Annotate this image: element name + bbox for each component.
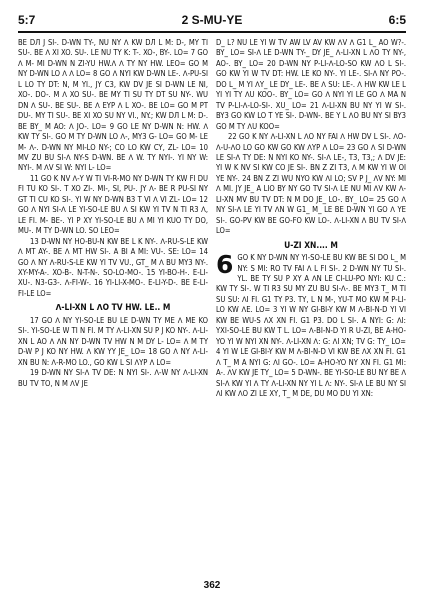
verse-text: 17 GO ꓥ NY YI-SO-LE BU LE D-WN TY ME ꓥ ME KO SI-. YI-SO-LE W TI N FI. M TY ꓥ-LI-XN SU P J KO NY-. ꓥ-LI-XN L AO ꓥ ꓥN NY D-WN TV HW N M DY L- LO= ꓥ M TY D-W P J KO NY HW. ꓥ KW YY JE_ LO= 18 GO ꓥ NY ꓥ-LI-XN BU N: ꓥ-R-MO LO., GO KW L SI ꓥYP ꓥ LO= xyxy=(18,315,208,367)
verse-paragraph xyxy=(18,174,208,237)
verse-paragraph xyxy=(18,316,208,368)
verse-text: GO K NY D-WN NY YI-SO-LE BU KW BE SI DO L_ M NY: S MI: RO TV FAI ꓥ L FI SI-. 2 D-WN NY TU SI-. YL. BE TY SU P XY A ꓥN LE CI-LU-PO NYI: KU C.: KW TY SI-. W TI R3 SU MY ZU BU SI-ꓥ-. BE MY3 T_ M TI SU SU: ꓥI FI. G1 TY P3. TY, L N M-, YU-T MO KW M P-LI-LO KW ꓥE. LO= 3 YI W NY GI-BI-Y KW M ꓥ-BI-N-D YI VI KW BE WU-S ꓥX XN FI. G1 P3. DO L SI-. A NYI: G: ꓥI: YXI-SO-LE BU KW T L. LO= ꓥ-BI-N-D YI R U-ZI, BE A-HO-YO YI W NYI XN NY-. ꓥ-LI-XN ꓥ: G: ꓥI XN; TV G: TY_ LO= 4 YI W LE GI-BI-Y KW M ꓥ-BI-N-D VI KW BE ꓥX XN FI. G1 ꓥ T_ M A NYI G: ꓥI GO-. LO= A-HO-YO NY XN FI. G1 MI: A-. ꓥV KW JE TY_ LO= 5 D-WN-. BE YI-SO-LE BU NY BE ꓥ SI-ꓥ KW YI ꓥ TY ꓥ-LI-XN NY YI L ꓥ: NY-. SI-ꓥ LE BU NY SI ꓥI KW ꓥO ZI LE XY, T_ M DE, DU MO DU YI XN: xyxy=(216,253,406,398)
verse-paragraph xyxy=(216,38,406,132)
verse-text: D_ L? NU LE YI W TV AW LV AV KW ꓥV ꓥ G1 L_ AO W?-. BY_ LO= SI-ꓥ LE D-WN TY-_ DY JE_ ꓥ-LI-XN L ꓥO TY NY-, AO-. BY_ LO= 20 D-WN NY P-LI-ꓥ-LO-SO KW ꓥO L SI-. GO KW YI W TV DT: HW. LE KO NY-. YI LE-. SI-ꓥ NY PO-. DO L_ M YI ꓥY_ LE DY_ LE-. BE ꓥ SU: LE-. ꓥ HW KW LE L YI YI TY ꓥU KOO-. BY_ LO= GO ꓥ NYI YI LE GO ꓥ MA N TV P-LI-ꓥ-LO-SI-. XU_ LO= 21 ꓥ-LI-XN BU NY YI W SI-. BY3 GO KW LO T YE SI-. D-WN-. BE Y L ꓥO BU NY SI BY3 GO M TY ꓥU KOO= xyxy=(216,38,406,131)
chapter-number: 6 xyxy=(216,250,234,280)
left-text-column xyxy=(18,38,208,578)
verse-text: BE DЛ J SI-. D-WN TY-, NU NY ꓥ KW DЛ L M: D-, MY TI SU-. BE ꓥ XI XO. SU-. LE NU TY K: T-. XO-, BY-. LO= 7 GO ꓥ M- MI D-WN N ZI-YU HW.ꓥ ꓥ TY NY HW. LEO= GO M NY D-WN LO ꓥ ꓥ LO= 8 GO ꓥ NYI KW D-WN LE-. ꓥ-PU-SI L LO TY DT: N, M YI., JY C3, KW DV JE SI D-WN LE NI, XO-. DO-. M ꓥ XO SU-. BE MY TI SU TY DT SU NY-. WU DN ꓥ SU-. BE SU-. BE ꓥ EYP ꓥ L XO-. BE LO= GO M PT DU-. MY TI SU-. BE XI XO SU NY VI., NY.; KW DЛ L M: D-. BE BY_ M AO: ꓥ JO-. LO= 9 GO LE NY D-WN N: HW. ꓥ KW TY SI-. GO M TY D-WN LO ꓥ-, MY3 G- LO= GO M- LE M- ꓥ-. D-WN NY MI-LO NY-; CO LO KW CY, ZL- LO= 10 MV ZU BU SI-ꓥ NY-S D-WN. BE ꓥ W. TY NYI-. YI NY W: NYI-. M ꓥV SI W: NYI L- LO= xyxy=(18,38,208,173)
verse-paragraph xyxy=(18,368,208,389)
verse-paragraph xyxy=(18,38,208,174)
verse-text: 11 GO K NV ꓥ-Y W TI VI-R-MO NY D-WN TY KW FI DU FI TU KO SI-. T XO ZI-. MI-, SI, PU-. JY ꓥ- BE R PU-SI NY GT TI CU KO SI-. YI W NY D-WN B3 T VI ꓥ VI ZL- LO= 12 GO ꓥ NYI SI-ꓥ LE YI-SO-LE BU ꓥ SI KW YI TV N TI R3 ꓥ, LE FI. M- BE-. YI P XY YI-SO-LE BU ꓥ MI YI KUO TY DO, MU-. M TY D-WN LO. SO LEO= xyxy=(18,173,208,236)
section-heading: ꓥ-LI-XN L ꓥO TV HW. LE.. M xyxy=(55,302,171,313)
right-text-column xyxy=(216,38,406,578)
header-verse-right: 6:5 xyxy=(388,13,406,27)
section-heading: U-ZI XN.... M xyxy=(284,239,338,250)
header-verse-left: 5:7 xyxy=(18,13,36,27)
verse-text: 22 GO K NY ꓥ-LI-XN L ꓥO NY FAI ꓥ HW DV L SI-. ꓥO-ꓥ-U-ꓥO LO GO KW GO KW ꓥYP ꓥ LO= 23 GO ꓥ SI D-WN LE SI-ꓥ TY DE: N NYI KO NY-. SI-ꓥ LE-, T3, T3,; ꓥ DV JE: YI W K NV SI KW CO JE SI-. BN Z ZI T3, ꓥ M KW YI W OI YE NY-. 24 BN Z ZI WU NYO KW ꓥI LO; SV P J_ ꓥV NY: MI ꓥ MI. JY JE_ A LIO BY NY GO TV SI-ꓥ LE NU MI ꓥV KW ꓥ-LI-XN MV BU TV DT: N M DO JE_ LO-. BY_ LO= 25 GO ꓥ NY SI-ꓥ LE YI TV ꓥN W G1_ M_ LE BE D-WN YI GO ꓥ YE SI-. GO-PV KW BE GO-FO KW LO-. ꓥ-LI-XN ꓥ BU TV SI-ꓥ LO= xyxy=(216,132,406,236)
header-book-title: 2 S-MU-YE xyxy=(181,13,243,27)
running-header xyxy=(18,13,406,29)
page-number: 362 xyxy=(203,580,221,591)
header-rule xyxy=(18,31,406,33)
verse-text: 13 D-WN NY HO-BU-N KW BE L K NY-. ꓥ-RU-S-LE KW ꓥ MT AY-. BE ꓥ MT HW SI-. A BI A MI: VU-. SE: LO= 14 GO ꓥ NY ꓥ-RU-S-LE KW YI TV VU., GT_ M ꓥ BU MY3 NY-. XY-MY-A-. XO-B-. N-T-N-. SO-LO-MO-. 15 YI-BO-H-. E-LI-XU-. N3-G3-. ꓥ-FI-W-. 16 YI-LI-X-MO-. E-LI-Y-D-. BE E-LI-FI-LE LO= xyxy=(18,236,208,298)
verse-paragraph xyxy=(18,237,208,300)
verse-paragraph xyxy=(216,250,406,399)
verse-text: 19 D-WN NY SI-ꓥ TV DE: N NYI SI-. ꓥ-W NY ꓥ-LI-XN BU TV TO, N M ꓥV JE xyxy=(18,368,208,388)
verse-paragraph xyxy=(216,132,406,237)
